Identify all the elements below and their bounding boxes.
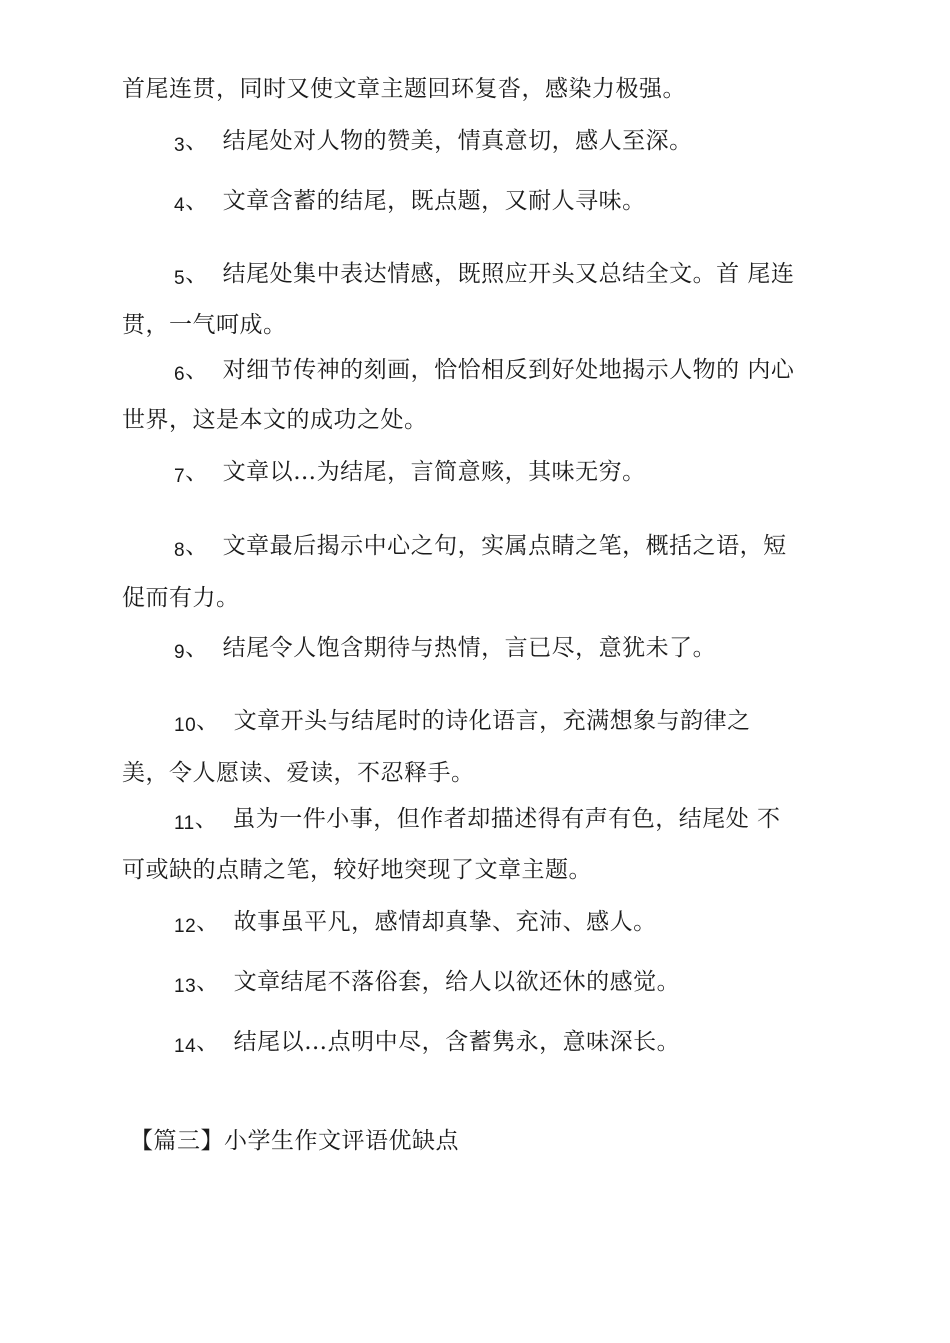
list-item: [174, 907, 657, 942]
item-text: 虽为一件小事，但作者却描述得有声有色，结尾处 不: [232, 806, 781, 832]
item-text-continued: 可或缺的点睛之笔，较好地突现了文章主题。: [122, 857, 592, 883]
item-text: 文章开头与结尾时的诗化语言，充满想象与韵律之: [233, 708, 751, 734]
item-separator: 、: [196, 708, 220, 734]
item-text-continued: 贯，一气呵成。: [122, 312, 287, 338]
item-number: 7: [174, 466, 186, 487]
item-number: 12: [174, 916, 197, 937]
item-number: 5: [174, 268, 186, 289]
item-separator: 、: [185, 128, 209, 154]
item-separator: 、: [185, 261, 209, 287]
item-separator: 、: [185, 357, 209, 383]
item-text: 文章最后揭示中心之句，实属点睛之笔，概括之语，短: [222, 533, 787, 559]
item-number: 10: [174, 715, 197, 736]
item-text: 结尾处对人物的赞美，情真意切，感人至深。: [222, 128, 693, 154]
list-item: [174, 259, 794, 294]
item-separator: 、: [185, 635, 209, 661]
list-item: [174, 804, 781, 839]
list-item: [174, 706, 751, 741]
item-separator: 、: [194, 806, 219, 832]
item-text-continued: 美，令人愿读、爱读，不忍释手。: [122, 760, 475, 786]
item-separator: 、: [196, 969, 220, 995]
list-item: [174, 355, 794, 390]
item-number: 14: [174, 1036, 197, 1057]
item-number: 3: [174, 135, 186, 156]
item-separator: 、: [185, 188, 209, 214]
item-text: 结尾令人饱含期待与热情，言已尽，意犹未了。: [222, 635, 717, 661]
item-text: 文章含蓄的结尾，既点题，又耐人寻味。: [222, 188, 646, 214]
item-number: 9: [174, 642, 186, 663]
item-text-continued: 促而有力。: [122, 585, 240, 611]
item-separator: 、: [185, 459, 209, 485]
item-separator: 、: [185, 533, 209, 559]
list-item: [174, 1027, 680, 1062]
item-number: 13: [174, 976, 197, 997]
list-item: [174, 126, 693, 161]
list-item: [174, 457, 646, 492]
item-number: 11: [174, 813, 195, 834]
item-text: 文章结尾不落俗套，给人以欲还休的感觉。: [233, 969, 681, 995]
continuation-line: 首尾连贯，同时又使文章主题回环复沓，感染力极强。: [122, 76, 686, 102]
list-item: [174, 967, 680, 1002]
list-item: [174, 531, 787, 566]
item-text: 结尾以…点明中尽，含蓄隽永，意味深长。: [233, 1029, 681, 1055]
list-item: [174, 186, 646, 221]
item-separator: 、: [196, 909, 220, 935]
item-number: 4: [174, 195, 186, 216]
section-heading: 【篇三】小学生作文评语优缺点: [130, 1128, 459, 1154]
item-text: 对细节传神的刻画，恰恰相反到好处地揭示人物的 内心: [222, 357, 795, 383]
item-text: 故事虽平凡，感情却真挚、充沛、感人。: [233, 909, 657, 935]
item-number: 6: [174, 364, 186, 385]
item-text-continued: 世界，这是本文的成功之处。: [122, 407, 428, 433]
list-item: [174, 633, 716, 668]
item-separator: 、: [196, 1029, 220, 1055]
item-text: 结尾处集中表达情感，既照应开头又总结全文。首 尾连: [222, 261, 795, 287]
item-text: 文章以…为结尾，言简意赅，其味无穷。: [222, 459, 646, 485]
item-number: 8: [174, 540, 186, 561]
